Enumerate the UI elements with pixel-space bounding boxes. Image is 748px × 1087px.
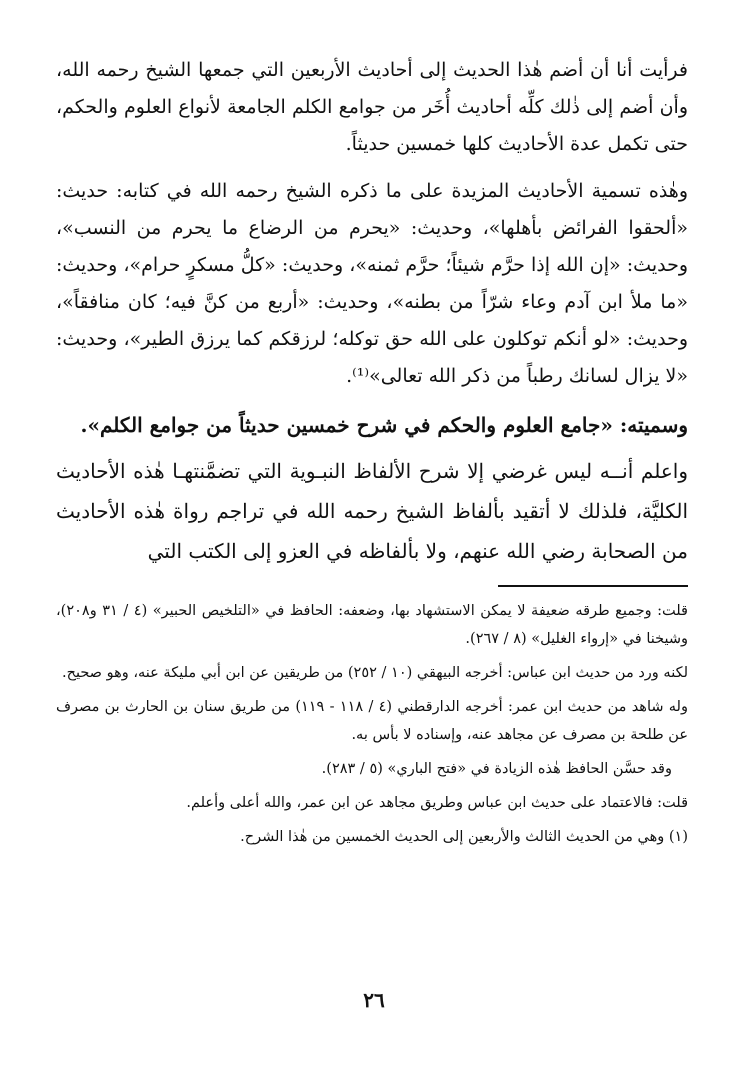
book-page [56,52,688,1067]
paragraph-added-hadiths: وهٰذه تسمية الأحاديث المزيدة على ما ذكره الشيخ رحمه الله في كتابه: حديث: «ألحقوا الفرائض بأهلها»، وحديث: «يحرم من الرضاع ما يحرم من النسب»، وحديث: «إن الله إذا حرَّم شيئاً؛ حرَّم ثمنه»، وحديث: «كلُّ مسكرٍ حرام»، وحديث: «ما ملأ ابن آدم وعاء شرّاً من بطنه»، وحديث: «أربع من كنَّ فيه؛ كان منافقاً»، وحديث: «لو أنكم توكلون على الله حق توكله؛ لرزقكم كما يرزق الطير»، وحديث: «لا يزال لسانك رطباً من ذكر الله تعالى»⁽¹⁾. [56,180,688,387]
paragraph-book-title: وسميته: «جامع العلوم والحكم في شرح خمسين حديثاً من جوامع الكلم». [80,413,688,437]
footnote-one: (١) وهي من الحديث الثالث والأربعين إلى الحديث الخمسين من هٰذا الشرح. [240,829,688,845]
paragraph-method: واعلم أنــه ليس غرضي إلا شرح الألفاظ النبـوية التي تضمَّنتهـا هٰذه الأحاديث الكليَّة، فلذلك لا أتقيد بألفاظ الشيخ رحمه الله في تراجم رواة هٰذه الأحاديث من الصحابة رضي الله عنهم، ولا بألفاظه في العزو إلى الكتب التي [56,459,688,563]
footnotes [56,597,688,851]
page-number: ٢٦ [363,988,385,1012]
footnote-line: قلت: وجميع طرقه ضعيفة لا يمكن الاستشهاد بها، وضعفه: الحافظ في «التلخيص الحبير» (٤ / ٣١ و٢٠٨)، وشيخنا في «إرواء الغليل» (٨ / ٢٦٧). [56,603,688,647]
footnote-line: وله شاهد من حديث ابن عمر: أخرجه الدارقطني (٤ / ١١٨ - ١١٩) من طريق سنان بن الحارث بن مصرف عن طلحة بن مصرف عن مجاهد عنه، وإسناده لا بأس به. [56,699,688,743]
footnote-line: قلت: فالاعتماد على حديث ابن عباس وطريق مجاهد عن ابن عمر، والله أعلى وأعلم. [186,795,688,811]
footnote-separator [498,585,688,587]
footnote-line: لكنه ورد من حديث ابن عباس: أخرجه البيهقي (١٠ / ٢٥٢) من طريقين عن ابن أبي مليكة عنه، وهو صحيح. [61,665,688,681]
paragraph-intro: فرأيت أنا أن أضم هٰذا الحديث إلى أحاديث الأربعين التي جمعها الشيخ رحمه الله، وأن أضم إلى ذٰلك كلِّه أحاديث أُخَر من جوامع الكلم الجامعة لأنواع العلوم والحكم، حتى تكمل عدة الأحاديث كلها خمسين حديثاً. [56,59,688,155]
footnote-line: وقد حسَّن الحافظ هٰذه الزيادة في «فتح الباري» (٥ / ٢٨٣). [321,761,672,777]
